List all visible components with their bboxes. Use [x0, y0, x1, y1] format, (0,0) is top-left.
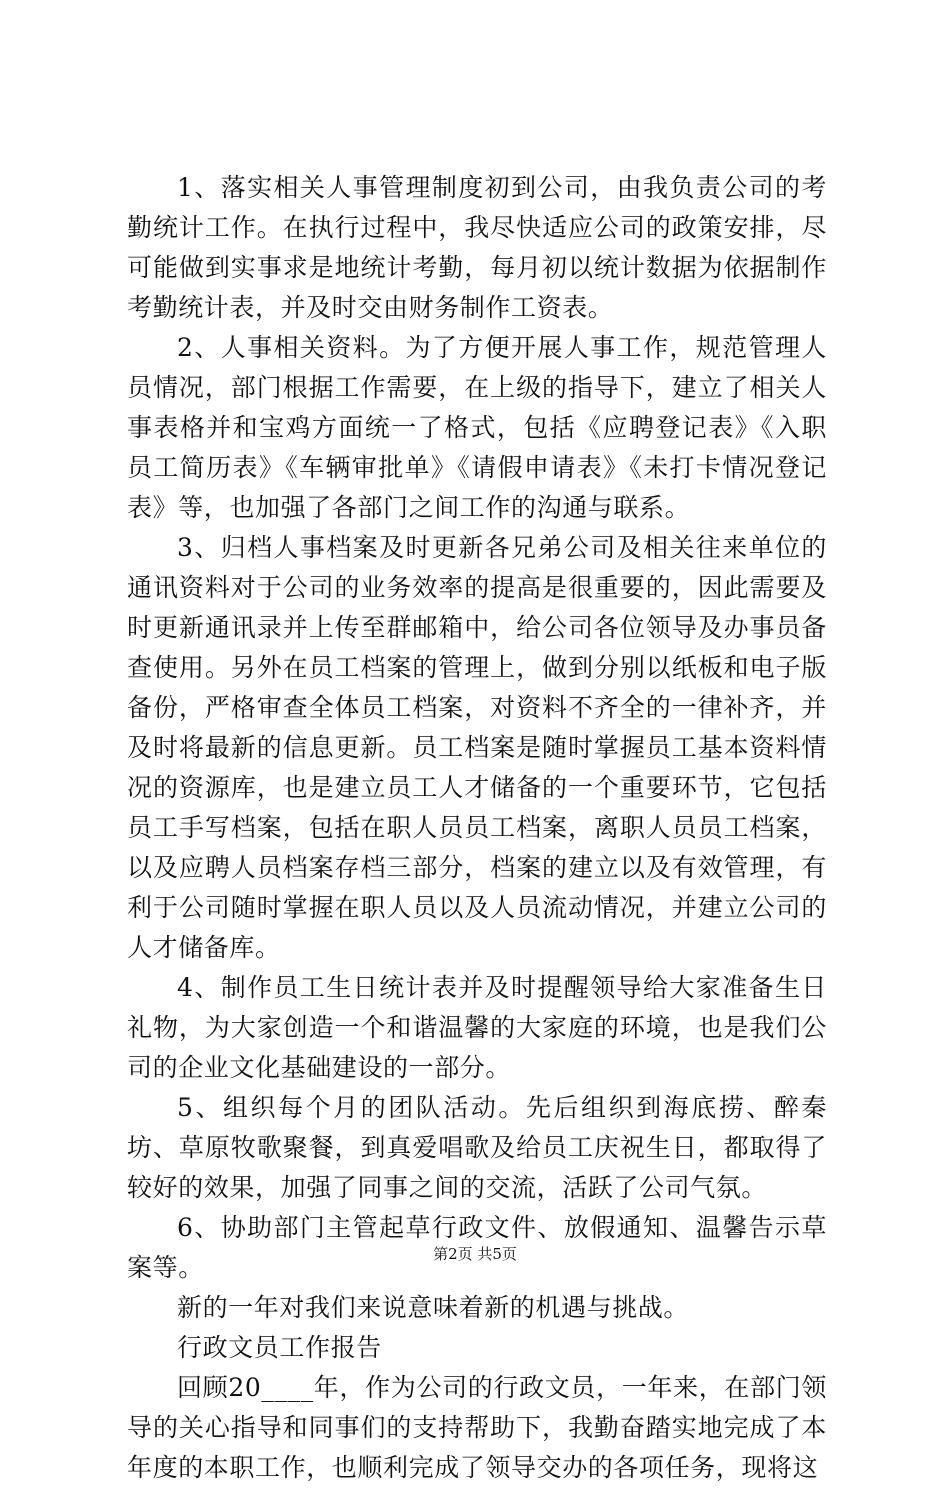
document-body: [127, 168, 827, 1488]
paragraph-item-2: 2、人事相关资料。为了方便开展人事工作，规范管理人员情况，部门根据工作需要，在上级的指导下，建立了相关人事表格并和宝鸡方面统一了格式，包括《应聘登记表》《入职员工简历表》《车辆审批单》《请假申请表》《未打卡情况登记表》等，也加强了各部门之间工作的沟通与联系。: [127, 333, 827, 522]
paragraph-item-1: 1、落实相关人事管理制度初到公司，由我负责公司的考勤统计工作。在执行过程中，我尽快适应公司的政策安排，尽可能做到实事求是地统计考勤，每月初以统计数据为依据制作考勤统计表，并及时交由财务制作工资表。: [127, 173, 827, 322]
paragraph-item-5: 5、组织每个月的团队活动。先后组织到海底捞、醉秦坊、草原牧歌聚餐，到真爱唱歌及给员工庆祝生日，都取得了较好的效果，加强了同事之间的交流，活跃了公司气氛。: [127, 1093, 827, 1202]
paragraph-review: 回顾20____年，作为公司的行政文员，一年来，在部门领导的关心指导和同事们的支持帮助下，我勤奋踏实地完成了本年度的本职工作，也顺利完成了领导交办的各项任务，现将这: [127, 1373, 827, 1482]
page-number-footer: 第2页 共5页: [433, 1245, 517, 1263]
report-title: 行政文员工作报告: [177, 1333, 382, 1362]
paragraph-item-4: 4、制作员工生日统计表并及时提醒领导给大家准备生日礼物，为大家创造一个和谐温馨的大家庭的环境，也是我们公司的企业文化基础建设的一部分。: [127, 973, 827, 1082]
paragraph-item-3: 3、归档人事档案及时更新各兄弟公司及相关往来单位的通讯资料对于公司的业务效率的提高是很重要的，因此需要及时更新通讯录并上传至群邮箱中，给公司各位领导及办事员备查使用。另外在员工档案的管理上，做到分别以纸板和电子版备份，严格审查全体员工档案，对资料不齐全的一律补齐，并及时将最新的信息更新。员工档案是随时掌握员工基本资料情况的资源库，也是建立员工人才储备的一个重要环节，它包括员工手写档案，包括在职人员员工档案，离职人员员工档案，以及应聘人员档案存档三部分，档案的建立以及有效管理，有利于公司随时掌握在职人员以及人员流动情况，并建立公司的人才储备库。: [127, 533, 827, 962]
paragraph-item-6: 6、协助部门主管起草行政文件、放假通知、温馨告示草案等。: [127, 1213, 827, 1282]
paragraph-new-year: 新的一年对我们来说意味着新的机遇与挑战。: [177, 1293, 690, 1322]
